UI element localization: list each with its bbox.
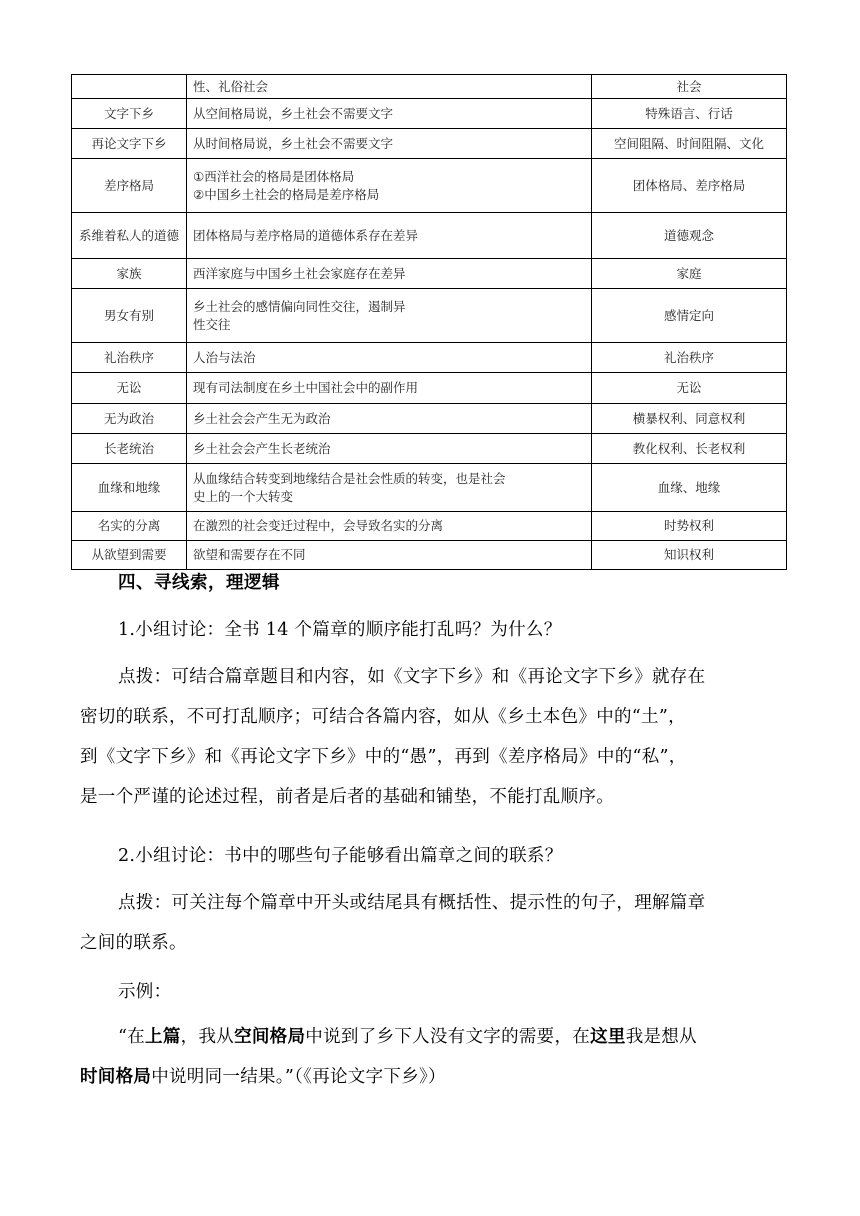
content-line: ②中国乡土社会的格局是差序格局	[193, 186, 380, 202]
chapter-name-cell: 无为政治	[72, 404, 187, 434]
quote-part: ，我从	[180, 1027, 235, 1047]
quote-emphasis: 这里	[590, 1027, 626, 1047]
keyword-cell: 感情定向	[592, 289, 787, 343]
table-row	[72, 259, 787, 289]
content-line: 现有司法制度在乡土中国社会中的副作用	[193, 380, 419, 395]
question-2	[80, 836, 785, 876]
quote-emphasis: 上篇	[145, 1027, 181, 1047]
question-1	[80, 610, 785, 650]
example-quote	[80, 1017, 785, 1097]
hint-1	[80, 657, 785, 817]
keyword-cell: 血缘、地缘	[592, 464, 787, 512]
example-label-text: 示例：	[118, 982, 172, 1002]
content-line: 从时间格局说，乡土社会不需要文字	[193, 135, 394, 151]
content-line: 在激烈的社会变迁过程中，会导致名实的分离	[193, 518, 444, 533]
chapter-content-cell	[187, 404, 592, 434]
keyword-cell: 特殊语言、行话	[592, 99, 787, 129]
quote-emphasis: 空间格局	[234, 1027, 306, 1047]
chapter-content-cell	[187, 159, 592, 213]
quote-line-2	[80, 1057, 785, 1097]
hint-2	[80, 883, 785, 963]
table-row	[72, 404, 787, 434]
content-line: 乡土社会会产生长老统治	[193, 440, 331, 456]
example-label	[80, 972, 785, 1012]
table-row	[72, 343, 787, 373]
table-row	[72, 434, 787, 464]
quote-line-1	[80, 1017, 785, 1057]
chapter-content-cell	[187, 213, 592, 259]
keyword-cell: 社会	[592, 75, 787, 99]
table-row	[72, 541, 787, 570]
hint-1-line: 是一个严谨的论述过程，前者是后者的基础和铺垫，不能打乱顺序。	[80, 787, 614, 807]
chapter-content-cell	[187, 99, 592, 129]
content-line: 从血缘结合转变到地缘结合是社会性质的转变，也是社会	[193, 470, 506, 486]
hint-2-line: 之间的联系。	[80, 933, 187, 953]
chapter-name-cell: 再论文字下乡	[72, 129, 187, 159]
content-line: 欲望和需要存在不同	[193, 547, 306, 562]
chapter-summary-table	[71, 74, 787, 570]
quote-emphasis: 时间格局	[80, 1067, 152, 1087]
table-row	[72, 464, 787, 512]
chapter-name-cell: 无讼	[72, 373, 187, 404]
hint-1-line: 密切的联系，不可打乱顺序；可结合各篇内容，如从《乡土本色》中的“土”，	[80, 707, 686, 727]
chapter-name-cell: 差序格局	[72, 159, 187, 213]
chapter-content-cell	[187, 373, 592, 404]
chapter-content-cell	[187, 75, 592, 99]
chapter-name-cell	[72, 75, 187, 99]
chapter-name-cell: 文字下乡	[72, 99, 187, 129]
hint-1-line: 到《文字下乡》和《再论文字下乡》中的“愚”，再到《差序格局》中的“私”，	[80, 747, 687, 767]
quote-part: 中说到了乡下人没有文字的需要，在	[305, 1027, 591, 1047]
table-row	[72, 99, 787, 129]
content-line: 乡土社会会产生无为政治	[193, 410, 331, 426]
table-row	[72, 213, 787, 259]
keyword-cell: 空间阻隔、时间阻隔、文化	[592, 129, 787, 159]
chapter-name-cell: 长老统治	[72, 434, 187, 464]
table-row	[72, 373, 787, 404]
chapter-content-cell	[187, 464, 592, 512]
table-row	[72, 289, 787, 343]
keyword-cell: 家庭	[592, 259, 787, 289]
hint-2-line: 点拨：可关注每个篇章中开头或结尾具有概括性、提示性的句子，理解篇章	[118, 893, 706, 913]
quote-part: “在	[118, 1027, 146, 1047]
keyword-cell: 教化权利、长老权利	[592, 434, 787, 464]
chapter-name-cell: 男女有别	[72, 289, 187, 343]
content-line: 性、礼俗社会	[193, 78, 269, 94]
section-heading: 四、寻线索，理逻辑	[118, 573, 280, 593]
chapter-name-cell: 礼治秩序	[72, 343, 187, 373]
chapter-content-cell	[187, 434, 592, 464]
content-line: 西洋家庭与中国乡土社会家庭存在差异	[193, 265, 406, 281]
chapter-content-cell	[187, 512, 592, 541]
table-row	[72, 512, 787, 541]
table-body	[72, 75, 787, 570]
quote-part: 中说明同一结果。”（《再论文字下乡》）	[151, 1067, 446, 1087]
content-line: 史上的一个大转变	[193, 488, 294, 504]
chapter-content-cell	[187, 289, 592, 343]
chapter-name-cell: 血缘和地缘	[72, 464, 187, 512]
content-line: 人治与法治	[193, 349, 256, 365]
table-row	[72, 159, 787, 213]
keyword-cell: 时势权利	[592, 512, 787, 541]
table-row	[72, 129, 787, 159]
keyword-cell: 礼治秩序	[592, 343, 787, 373]
quote-part: 我是想从	[625, 1027, 697, 1047]
content-line: 团体格局与差序格局的道德体系存在差异	[193, 227, 419, 243]
content-line: 从空间格局说，乡土社会不需要文字	[193, 105, 394, 121]
content-line: 性交往	[193, 316, 231, 332]
keyword-cell: 无讼	[592, 373, 787, 404]
chapter-content-cell	[187, 343, 592, 373]
table-row	[72, 75, 787, 99]
question-2-text: 2.小组讨论：书中的哪些句子能够看出篇章之间的联系？	[118, 846, 563, 866]
content-line: 乡土社会的感情偏向同性交往，遏制异	[193, 298, 406, 314]
chapter-content-cell	[187, 129, 592, 159]
keyword-cell: 团体格局、差序格局	[592, 159, 787, 213]
keyword-cell: 道德观念	[592, 213, 787, 259]
content-line: ①西洋社会的格局是团体格局	[193, 168, 355, 184]
chapter-content-cell	[187, 259, 592, 289]
chapter-content-cell	[187, 541, 592, 570]
chapter-name-cell: 名实的分离	[72, 512, 187, 541]
chapter-name-cell: 家族	[72, 259, 187, 289]
keyword-cell: 知识权利	[592, 541, 787, 570]
question-1-text: 1.小组讨论：全书 14 个篇章的顺序能打乱吗？为什么？	[118, 620, 562, 640]
chapter-name-cell: 从欲望到需要	[72, 541, 187, 570]
hint-1-line: 点拨：可结合篇章题目和内容，如《文字下乡》和《再论文字下乡》就存在	[118, 667, 706, 687]
chapter-name-cell: 系维着私人的道德	[72, 213, 187, 259]
keyword-cell: 横暴权利、同意权利	[592, 404, 787, 434]
